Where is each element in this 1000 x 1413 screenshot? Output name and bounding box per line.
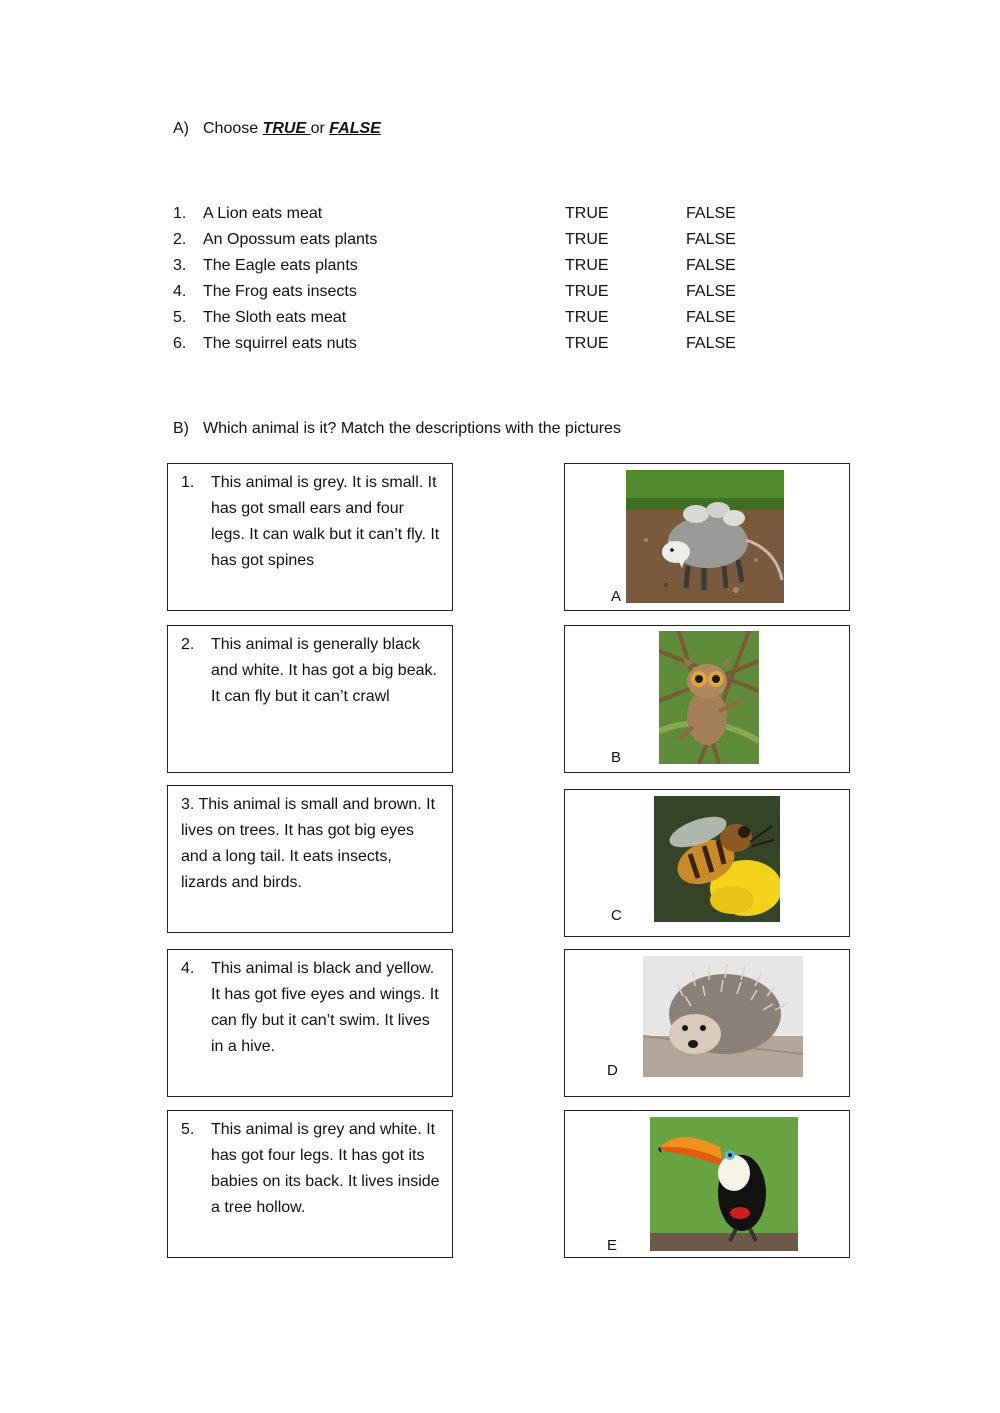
- picture-label: D: [607, 1062, 618, 1079]
- tf-statement: The Sloth eats meat: [203, 309, 347, 326]
- description-text: [181, 956, 440, 1060]
- description-text: [181, 1117, 440, 1221]
- tf-number: 4.: [173, 283, 187, 300]
- tf-number: 5.: [173, 309, 187, 326]
- tf-number: 6.: [173, 335, 187, 352]
- tf-number: 2.: [173, 231, 187, 248]
- false-option[interactable]: FALSE: [686, 257, 736, 274]
- section-a-letter: A): [173, 120, 189, 137]
- picture-box-d: [564, 949, 850, 1097]
- description-number: 1.: [181, 474, 195, 491]
- picture-label: B: [611, 749, 622, 766]
- tf-row-3: [173, 257, 793, 283]
- opossum-image: [626, 470, 784, 603]
- description-text: [181, 632, 440, 710]
- picture-box-a: [564, 463, 850, 611]
- description-box-2: [167, 625, 453, 773]
- tf-statement: An Opossum eats plants: [203, 231, 378, 248]
- toucan-image: [650, 1117, 798, 1251]
- description-number: 5.: [181, 1121, 195, 1138]
- description-body: This animal is grey. It is small. It has got small ears and four legs. It can walk but it can’t fly. It has got spines: [211, 474, 440, 569]
- picture-box-e: [564, 1110, 850, 1258]
- tf-statement: The Eagle eats plants: [203, 257, 358, 274]
- true-option[interactable]: TRUE: [565, 231, 609, 248]
- true-emphasis: TRUE: [262, 120, 311, 137]
- tf-row-4: [173, 283, 793, 309]
- picture-label: E: [607, 1237, 618, 1254]
- description-box-1: [167, 463, 453, 611]
- description-body: This animal is grey and white. It has got four legs. It has got its babies on its back. It lives inside a tree hollow.: [211, 1121, 440, 1216]
- false-option[interactable]: FALSE: [686, 309, 736, 326]
- description-body: 3. This animal is small and brown. It lives on trees. It has got big eyes and a long tail. It eats insects, lizards and birds.: [181, 796, 436, 891]
- picture-label: A: [611, 588, 622, 605]
- section-a-prefix: Choose: [203, 120, 263, 137]
- bee-image: [654, 796, 780, 922]
- picture-box-c: [564, 789, 850, 937]
- description-number: 4.: [181, 960, 195, 977]
- description-box-3: [167, 785, 453, 933]
- tf-row-6: [173, 335, 793, 361]
- false-emphasis: FALSE: [329, 120, 381, 137]
- section-b-heading: [173, 420, 621, 438]
- description-body: This animal is black and yellow. It has got five eyes and wings. It can fly but it can’t swim. It lives in a hive.: [211, 960, 439, 1055]
- section-a-heading: [173, 120, 381, 138]
- description-box-4: [167, 949, 453, 1097]
- description-body: This animal is generally black and white. It has got a big beak. It can fly but it can’t crawl: [211, 636, 437, 705]
- true-option[interactable]: TRUE: [565, 257, 609, 274]
- tf-row-1: [173, 205, 793, 231]
- tf-row-5: [173, 309, 793, 335]
- picture-box-b: [564, 625, 850, 773]
- tf-statement: The Frog eats insects: [203, 283, 357, 300]
- description-number: 2.: [181, 636, 195, 653]
- description-box-5: [167, 1110, 453, 1258]
- section-a-middle: or: [310, 120, 330, 137]
- tf-row-2: [173, 231, 793, 257]
- true-option[interactable]: TRUE: [565, 283, 609, 300]
- true-option[interactable]: TRUE: [565, 335, 609, 352]
- true-option[interactable]: TRUE: [565, 205, 609, 222]
- description-text: [181, 470, 440, 574]
- tf-number: 1.: [173, 205, 187, 222]
- false-option[interactable]: FALSE: [686, 205, 736, 222]
- picture-label: C: [611, 907, 622, 924]
- section-b-letter: B): [173, 420, 189, 437]
- tf-statement: The squirrel eats nuts: [203, 335, 357, 352]
- false-option[interactable]: FALSE: [686, 335, 736, 352]
- true-option[interactable]: TRUE: [565, 309, 609, 326]
- description-text: [181, 792, 440, 896]
- tarsier-image: [659, 631, 759, 764]
- false-option[interactable]: FALSE: [686, 231, 736, 248]
- hedgehog-image: [643, 956, 803, 1077]
- tf-statement: A Lion eats meat: [203, 205, 323, 222]
- false-option[interactable]: FALSE: [686, 283, 736, 300]
- section-b-title: Which animal is it? Match the descriptions with the pictures: [203, 420, 621, 437]
- tf-number: 3.: [173, 257, 187, 274]
